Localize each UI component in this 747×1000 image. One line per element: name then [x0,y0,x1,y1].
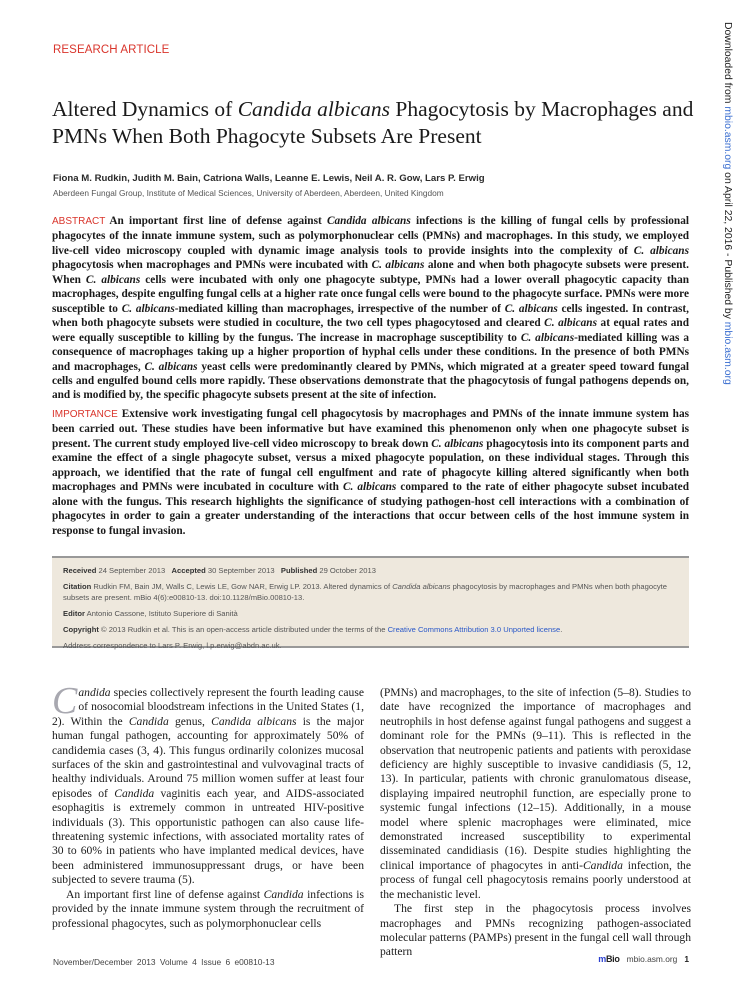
italic-text: Candida albicans [392,582,451,591]
text-run: Rudkin FM, Bain JM, Walls C, Lewis LE, Gow NAR, Erwig LP. 2013. Altered dynamics of [93,582,393,591]
body-paragraph [52,888,364,931]
text-run: -mediated killing than macrophages, irrespective of the number of [174,302,505,315]
correspondence: Address correspondence to Lars P. Erwig, l.p.erwig@abdn.ac.uk. [63,641,282,650]
footer-site: mbio.asm.org [626,954,678,964]
body-paragraph [52,680,365,888]
abstract-text [52,215,689,401]
text-run: Extensive work investigating fungal cell phagocytosis by macrophages and PMNs of the innate immune system has been carried out. These studies have been informative but have examined this phenomenon only when one phagocyte subset is present. The current study employed live-cell video microscopy to break down [52,408,689,450]
text-run: infections is provided by the innate immune system through the recruitment of professional phagocytes, such as polymorphonuclear cells [52,887,365,930]
footer-right [598,954,689,964]
text-run: An important first line of defense against [109,215,327,227]
italic-text: C. albicans [121,302,175,315]
text-run: vaginitis each year, and AIDS-associated esophagitis is extremely common in untreated HIV-positive individuals (3). This opportunistic pathogen can also cause life-threatening systemic infections, with associated mortality rates of 30 to 60% in patients who have implanted medical devices, have been administered immunosuppressant drugs, or have been subjected to severe trauma (5). [52,786,364,887]
italic-text: C. albicans [633,244,689,257]
text-run: infection, the process of fungal cell phagocytosis remains poorly understood at the mechanistic level. [380,858,691,901]
italic-text: C. albicans [85,273,141,286]
text-run: Phagocytosis by Macrophages and PMNs When Both Phagocyte Subsets Are Present [52,97,694,148]
download-watermark: Downloaded from mbio.asm.org on April 22, 2016 - Published by mbio.asm.org [722,22,733,385]
editor: Editor Antonio Cassone, Istituto Superiore di Sanità [63,609,238,618]
citation: Citation Rudkin FM, Bain JM, Walls C, Lewis LE, Gow NAR, Erwig LP. 2013. Altered dynamics of Candida albicans phagocytosis by macrophages and PMNs when both phagocyte subsets are present. mBio 4(6):e00810-13. doi:10.1128/mBio.00810-13. [63,582,668,602]
article-info-box [52,556,689,648]
text-run: phagocytosis when macrophages and PMNs were incubated with [52,259,372,272]
author-list: Fiona M. Rudkin, Judith M. Bain, Catriona Walls, Leanne E. Lewis, Neil A. R. Gow, Lars P. Erwig [53,173,485,184]
license-link[interactable]: Creative Commons Attribution 3.0 Unported license [387,625,561,634]
body-column-right [380,686,691,960]
text-run: (PMNs) and macrophages, to the site of infection (5–8). Studies to date have recognized the importance of macrophages and neutrophils in host defense against fungal pathogens and suggest a dominant role for the PMNs (9–11). This is reflected in the observation that neutropenic patients and patients with peroxidase deficiency are highly susceptible to invasive candidiasis (5, 12, 13). In particular, patients with chronic granulomatous disease, displaying impaired neutrophil function, are especially prone to systemic fungal infections (12–15). Additionally, in a mouse model where splenic macrophages were eliminated, mice demonstrated increased susceptibility to experimental disseminated candidiasis (16). Despite studies highlighting the clinical importance of phagocytes in anti- [380,686,691,872]
importance-label: IMPORTANCE [52,409,118,420]
italic-text: Candida albicans [237,97,390,121]
text-run: An important first line of defense against [66,887,264,901]
dates: Received 24 September 2013 Accepted 30 September 2013 Published 29 October 2013 [63,566,376,575]
text-run: Altered Dynamics of [52,97,238,121]
site-link[interactable]: mbio.asm.org [722,106,733,170]
abstract [52,214,689,403]
italic-text: Candida [128,714,169,728]
copyright: Copyright © 2013 Rudkin et al. This is an open-access article distributed under the terms of the Creative Commons Attribution 3.0 Unported license. [63,625,563,634]
body-paragraph [380,902,691,960]
italic-text: C. albicans [342,481,397,494]
text-run: species collectively represent the fourth leading cause of nosocomial bloodstream infections in the United States (1, 2). Within the [52,686,364,728]
text-run: The first step in the phagocytosis process involves macrophages and PMNs recognizing pathogen-associated molecular patterns (PAMPs) present in the fungal cell wall through pattern [380,902,691,959]
text-run: alone and when both phagocyte subsets were present. When [52,259,689,286]
italic-text: andida [78,686,111,699]
article-type-label: RESEARCH ARTICLE [53,44,170,56]
italic-text: C. albicans [544,317,597,330]
text-run: compared to the rate of either phagocyte subset incubated alone with the fungus. This research highlights the significance of studying pathogen-host cell interactions with a combination of phagocytes in order to gain a greater understanding of the interactions that occur between cells of the host immune system in response to fungal invasion. [52,481,689,537]
italic-text: Candida albicans [327,215,411,227]
text-run: phagocytosis into its component parts and examine the effect of a single phagocyte subset, versus a mixed phagocyte population, on these individual stages. Through this approach, we identified that the rate of fungal cell engulfment and rate of phagocyte killing altered significantly when both macrophages and PMNs were incubated in coculture with [52,437,689,494]
abstract-label: ABSTRACT [52,216,106,227]
italic-text: Candida [582,858,623,872]
italic-text: Candida albicans [211,714,297,728]
text-run: infections is the killing of fungal cells by professional phagocytes of the innate immune system, such as polymorphonuclear cells (PMNs) and macrophages. In this study, we employed live-cell video microscopy coupled with dynamic image analysis tools to provide insights into the complexity of [52,215,689,257]
italic-text: Candida [263,887,304,901]
footer-issue-info: November/December 2013 Volume 4 Issue 6 e00810-13 [53,957,275,967]
italic-text: Candida [114,786,155,800]
text-run: cells were incubated with only one phagocyte subtype, PMNs had a lower overall phagocytic capacity than macrophages, despite engulfing fungal cells at a higher rate once fungal cells were bound to the phagocyte surface. PMNs were more susceptible to [52,273,689,315]
text-run: genus, [168,714,212,728]
text-run: is the major human fungal pathogen, accounting for approximately 50% of candidemia cases (3, 4). This fungus ordinarily colonizes mucosal surfaces of the skin and gastrointestinal and vulvovaginal tracts of healthy individuals. Around 75 million women suffer at least four episodes of [52,714,365,800]
drop-cap: C [52,680,78,722]
site-link[interactable]: mbio.asm.org [722,321,733,385]
affiliation: Aberdeen Fungal Group, Institute of Medical Sciences, University of Aberdeen, Aberdeen, United Kingdom [53,188,444,198]
italic-text: C. albicans [504,302,558,315]
text-run: phagocytosis by macrophages and PMNs when both phagocyte subsets are present. mBio 4(6):e00810-13. doi:10.1128/mBio.00810-13. [63,582,668,602]
italic-text: C. albicans [431,437,484,450]
italic-text: C. albicans [144,360,198,373]
importance [52,407,689,538]
page-number: 1 [684,954,689,964]
body-paragraph [380,686,691,902]
mbio-logo: mBio [598,954,620,964]
body-column-left [52,680,365,931]
text-run: -mediated killing was a consequence of macrophages taking up a higher proportion of hyphal cells under these conditions. In the presence of both PMNs and macrophages, [52,331,689,373]
italic-text: C. albicans [520,331,575,344]
text-run: yeast cells were predominantly cleared by PMNs, which migrated at a greater speed toward fungal cells and engulfed bound cells more rapidly. These observations demonstrate that the phagocytosis of fungal pathogens depends on, and is modified by, the specific phagocyte subsets present at the site of infection. [52,360,689,402]
text-run: at equal rates and were equally susceptible to killing by the fungus. The increase in macrophage susceptibility to [52,317,689,344]
text-run: cells ingested. In contrast, when both phagocyte subsets were studied in coculture, the two cell types phagocytosed and cleared [52,302,689,330]
importance-text [52,408,689,537]
italic-text: C. albicans [371,259,425,272]
article-title [52,96,702,150]
